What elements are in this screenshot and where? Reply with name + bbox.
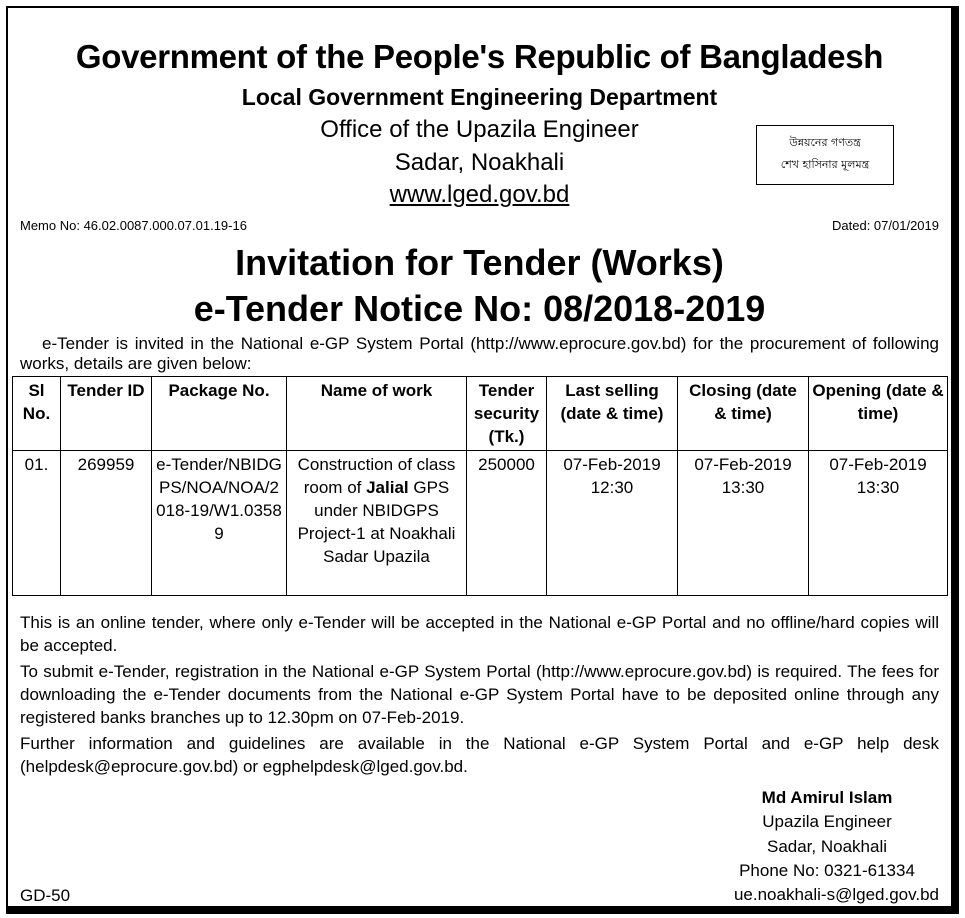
- col-header-closing: Closing (date & time): [678, 377, 809, 451]
- intro-paragraph: e-Tender is invited in the National e-GP System Portal (http://www.eprocure.gov.bd) for the procurement of following works, details are given below:: [20, 334, 939, 373]
- slogan-box: [756, 125, 894, 185]
- notice-date: Dated: 07/01/2019: [832, 218, 939, 233]
- office-heading: Office of the Upazila Engineer: [320, 116, 639, 143]
- notice-number: e-Tender Notice No: 08/2018-2019: [193, 288, 766, 329]
- col-header-tender-id: Tender ID: [61, 377, 152, 451]
- signatory-phone: Phone No: 0321-61334: [739, 861, 915, 880]
- last-selling-date: 07-Feb-2019: [563, 455, 661, 474]
- memo-number: Memo No: 46.02.0087.000.07.01.19-16: [20, 218, 247, 233]
- table-header-row: [13, 377, 948, 451]
- cell-work: [287, 451, 467, 596]
- cell-sl: 01.: [13, 451, 61, 596]
- government-heading: Government of the People's Republic of Bangladesh: [75, 38, 884, 75]
- closing-time: 13:30: [721, 478, 765, 497]
- gd-code: GD-50: [20, 886, 71, 905]
- cell-opening: [809, 451, 948, 596]
- work-text-start: Construction of class room of: [297, 455, 456, 497]
- department-heading: Local Government Engineering Department: [241, 84, 718, 110]
- col-header-package: Package No.: [152, 377, 287, 451]
- website-link[interactable]: www.lged.gov.bd: [389, 181, 570, 208]
- slogan-line-2: শেখ হাসিনার মূলমন্ত্র: [780, 158, 870, 171]
- online-tender-paragraph: This is an online tender, where only e-Tender will be accepted in the National e-GP Portal and no offline/hard copies will be accepted.: [20, 613, 939, 655]
- signatory-email[interactable]: ue.noakhali-s@lged.gov.bd: [733, 885, 939, 904]
- last-selling-time: 12:30: [590, 478, 634, 497]
- work-text-bold: Jalial: [366, 478, 409, 497]
- cell-last-selling: [547, 451, 678, 596]
- col-header-opening: Opening (date & time): [809, 377, 948, 451]
- col-header-sl: Sl No.: [13, 377, 61, 451]
- signatory-name: Md Amirul Islam: [761, 788, 893, 807]
- registration-paragraph: To submit e-Tender, registration in the National e-GP System Portal (http://www.eprocure.gov.bd) is required. The fees for downloading the e-Tender documents from the National e-GP System Portal have to be deposited online through any registered banks branches up to 12.30pm on 07-Feb-2019.: [20, 662, 939, 727]
- tender-notice-page: [6, 6, 959, 914]
- col-header-security: Tender security (Tk.): [467, 377, 547, 451]
- cell-security: 250000: [467, 451, 547, 596]
- cell-closing: [678, 451, 809, 596]
- opening-date: 07-Feb-2019: [829, 455, 927, 474]
- cell-package: e-Tender/NBIDGPS/NOA/NOA/2018-19/W1.03589: [152, 451, 287, 596]
- table-row: [13, 451, 948, 596]
- slogan-line-1: উন্নয়নের গণতন্ত্র: [789, 136, 861, 149]
- helpdesk-paragraph: Further information and guidelines are available in the National e-GP System Portal and e-GP help desk (helpdesk@eprocure.gov.bd) or egphelpdesk@lged.gov.bd.: [20, 734, 939, 776]
- notice-title: Invitation for Tender (Works): [235, 242, 724, 283]
- cell-tender-id: 269959: [61, 451, 152, 596]
- signatory-place: Sadar, Noakhali: [766, 837, 888, 856]
- signatory-title: Upazila Engineer: [762, 812, 892, 831]
- col-header-work: Name of work: [287, 377, 467, 451]
- work-text-end: GPS under NBIDGPS Project-1 at Noakhali Sadar Upazila: [297, 478, 456, 566]
- col-header-last-selling: Last selling (date & time): [547, 377, 678, 451]
- location-heading: Sadar, Noakhali: [394, 149, 565, 176]
- opening-time: 13:30: [856, 478, 900, 497]
- tender-table: [12, 376, 948, 596]
- closing-date: 07-Feb-2019: [694, 455, 792, 474]
